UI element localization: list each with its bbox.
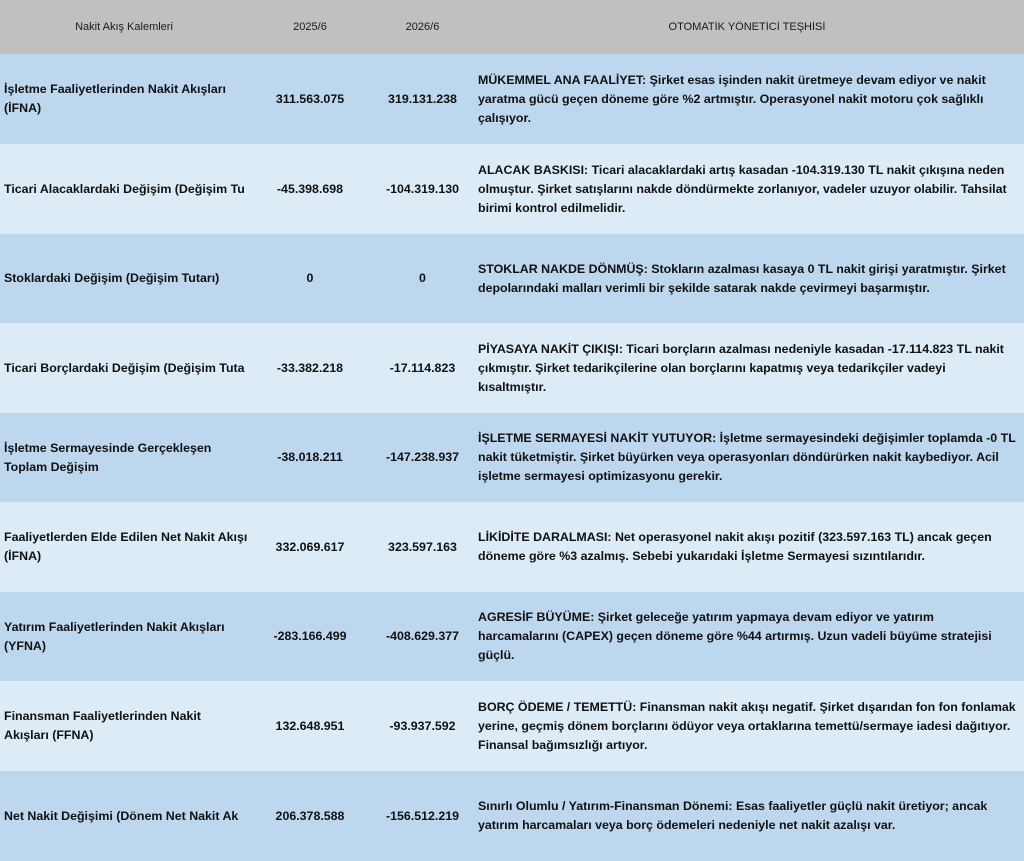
header-item[interactable]: Nakit Akış Kalemleri — [75, 21, 173, 33]
row-item-cell[interactable]: İşletme Sermayesinde Gerçekleşen Toplam Değişim — [4, 440, 212, 474]
table-header — [0, 0, 1024, 54]
row-period-2-cell[interactable]: -156.512.219 — [385, 808, 460, 823]
row-period-1-cell[interactable]: -45.398.698 — [276, 181, 344, 196]
row-period-2-cell[interactable]: -408.629.377 — [385, 629, 460, 643]
row-diagnosis-cell[interactable]: BORÇ ÖDEME / TEMETTÜ: Finansman nakit akışı negatif. Şirket dışarıdan fon fon fonlamak yerine, geçmiş dönem borçlarını ödüyor veya ortaklarına temettü/sermaye iadesi dağıtıyor. Finansal bağımsızlığı artıyor. — [478, 699, 1016, 752]
row-item-cell[interactable]: Yatırım Faaliyetlerinden Nakit Akışları (YFNA) — [4, 619, 225, 653]
row-item-cell[interactable]: İşletme Faaliyetlerinden Nakit Akışları (İFNA) — [4, 82, 226, 115]
row-diagnosis-cell[interactable]: ALACAK BASKISI: Ticari alacaklardaki artış kasadan -104.319.130 TL nakit çıkışına neden olmuştur. Şirket satışlarını nakde döndürmekte zorlanıyor, vadeler uzuyor olabilir. Tahsilat birimi kontrol edilmelidir. — [478, 162, 1007, 215]
row-item-cell[interactable]: Stoklardaki Değişim (Değişim Tutarı) — [4, 271, 220, 285]
row-period-1-cell[interactable]: -283.166.499 — [273, 629, 347, 643]
row-diagnosis-cell[interactable]: MÜKEMMEL ANA FAALİYET: Şirket esas işinden nakit üretmeye devam ediyor ve nakit yaratma gücü geçen döneme göre %2 artmıştır. Operasyonel nakit motoru çok sağlıklı çalışıyor. — [478, 72, 986, 125]
row-period-2-cell[interactable]: 319.131.238 — [388, 91, 457, 106]
table-row — [0, 413, 1024, 502]
row-period-1-cell[interactable]: 206.378.588 — [275, 808, 345, 823]
row-period-2-cell[interactable]: -147.238.937 — [385, 450, 460, 464]
row-period-2-cell[interactable]: 323.597.163 — [388, 539, 457, 554]
row-item-cell[interactable]: Ticari Borçlardaki Değişim (Değişim Tuta — [4, 360, 245, 375]
row-period-1-cell[interactable]: 0 — [306, 271, 314, 285]
row-item-cell[interactable]: Ticari Alacaklardaki Değişim (Değişim Tu — [4, 181, 245, 196]
row-item-cell[interactable]: Faaliyetlerden Elde Edilen Net Nakit Akışı (İFNA) — [4, 530, 248, 563]
row-period-1-cell[interactable]: 311.563.075 — [275, 91, 345, 106]
table-row — [0, 771, 1024, 861]
header-period-1[interactable]: 2025/6 — [293, 21, 327, 33]
row-diagnosis-cell[interactable]: AGRESİF BÜYÜME: Şirket geleceğe yatırım yapmaya devam ediyor ve yatırım harcamalarını (CAPEX) geçen döneme göre %44 artırmış. Uzun vadeli büyüme stratejisi güçlü. — [478, 610, 992, 662]
row-period-1-cell[interactable]: 332.069.617 — [275, 539, 345, 554]
row-item-cell[interactable]: Finansman Faaliyetlerinden Nakit Akışları (FFNA) — [4, 709, 201, 742]
row-period-2-cell[interactable]: -93.937.592 — [389, 718, 456, 733]
table-row — [0, 681, 1024, 771]
table-row — [0, 144, 1024, 234]
table-row — [0, 54, 1024, 144]
row-diagnosis-cell[interactable]: LİKİDİTE DARALMASI: Net operasyonel nakit akışı pozitif (323.597.163 TL) ancak geçen döneme göre %3 azalmış. Sebebi yukarıdaki İşletme Sermayesi sızıntılarıdır. — [478, 530, 992, 563]
table-row — [0, 323, 1024, 413]
row-item-cell[interactable]: Net Nakit Değişimi (Dönem Net Nakit Ak — [4, 808, 239, 823]
header-diagnosis[interactable]: OTOMATİK YÖNETİCİ TEŞHİSİ — [668, 21, 826, 33]
row-diagnosis-cell[interactable]: İŞLETME SERMAYESİ NAKİT YUTUYOR: İşletme sermayesindeki değişimler toplamda -0 TL nakit tüketmiştir. Şirket büyürken veya operasyonları döndürürken nakit kaybediyor. Acil işletme sermayesi optimizasyonu gerekir. — [478, 431, 1016, 483]
row-period-2-cell[interactable]: 0 — [419, 271, 426, 285]
row-diagnosis-cell[interactable]: Sınırlı Olumlu / Yatırım-Finansman Dönemi: Esas faaliyetler güçlü nakit üretiyor; ancak yatırım harcamaları veya borç ödemeleri nedeniyle net nakit azalışı var. — [478, 799, 988, 832]
header-period-2[interactable]: 2026/6 — [405, 21, 440, 33]
row-diagnosis-cell[interactable]: STOKLAR NAKDE DÖNMÜŞ: Stokların azalması kasaya 0 TL nakit girişi yaratmıştır. Şirket depolarındaki malları verimli bir şekilde satarak nakde çevirmeyi başarmıştır. — [478, 261, 1006, 295]
table-row — [0, 592, 1024, 681]
table-row — [0, 502, 1024, 592]
row-period-1-cell[interactable]: 132.648.951 — [275, 718, 345, 733]
row-diagnosis-cell[interactable]: PİYASAYA NAKİT ÇIKIŞI: Ticari borçların azalması nedeniyle kasadan -17.114.823 TL nakit çıkmıştır. Şirket tedarikçilerine olan borçlarını kapatmış veya tedarikçiler vadeyi kısaltmıştır. — [478, 341, 1004, 394]
table-row — [0, 234, 1024, 323]
row-period-1-cell[interactable]: -33.382.218 — [276, 360, 344, 375]
row-period-1-cell[interactable]: -38.018.211 — [277, 450, 343, 464]
row-period-2-cell[interactable]: -17.114.823 — [389, 360, 456, 375]
row-period-2-cell[interactable]: -104.319.130 — [385, 181, 460, 196]
